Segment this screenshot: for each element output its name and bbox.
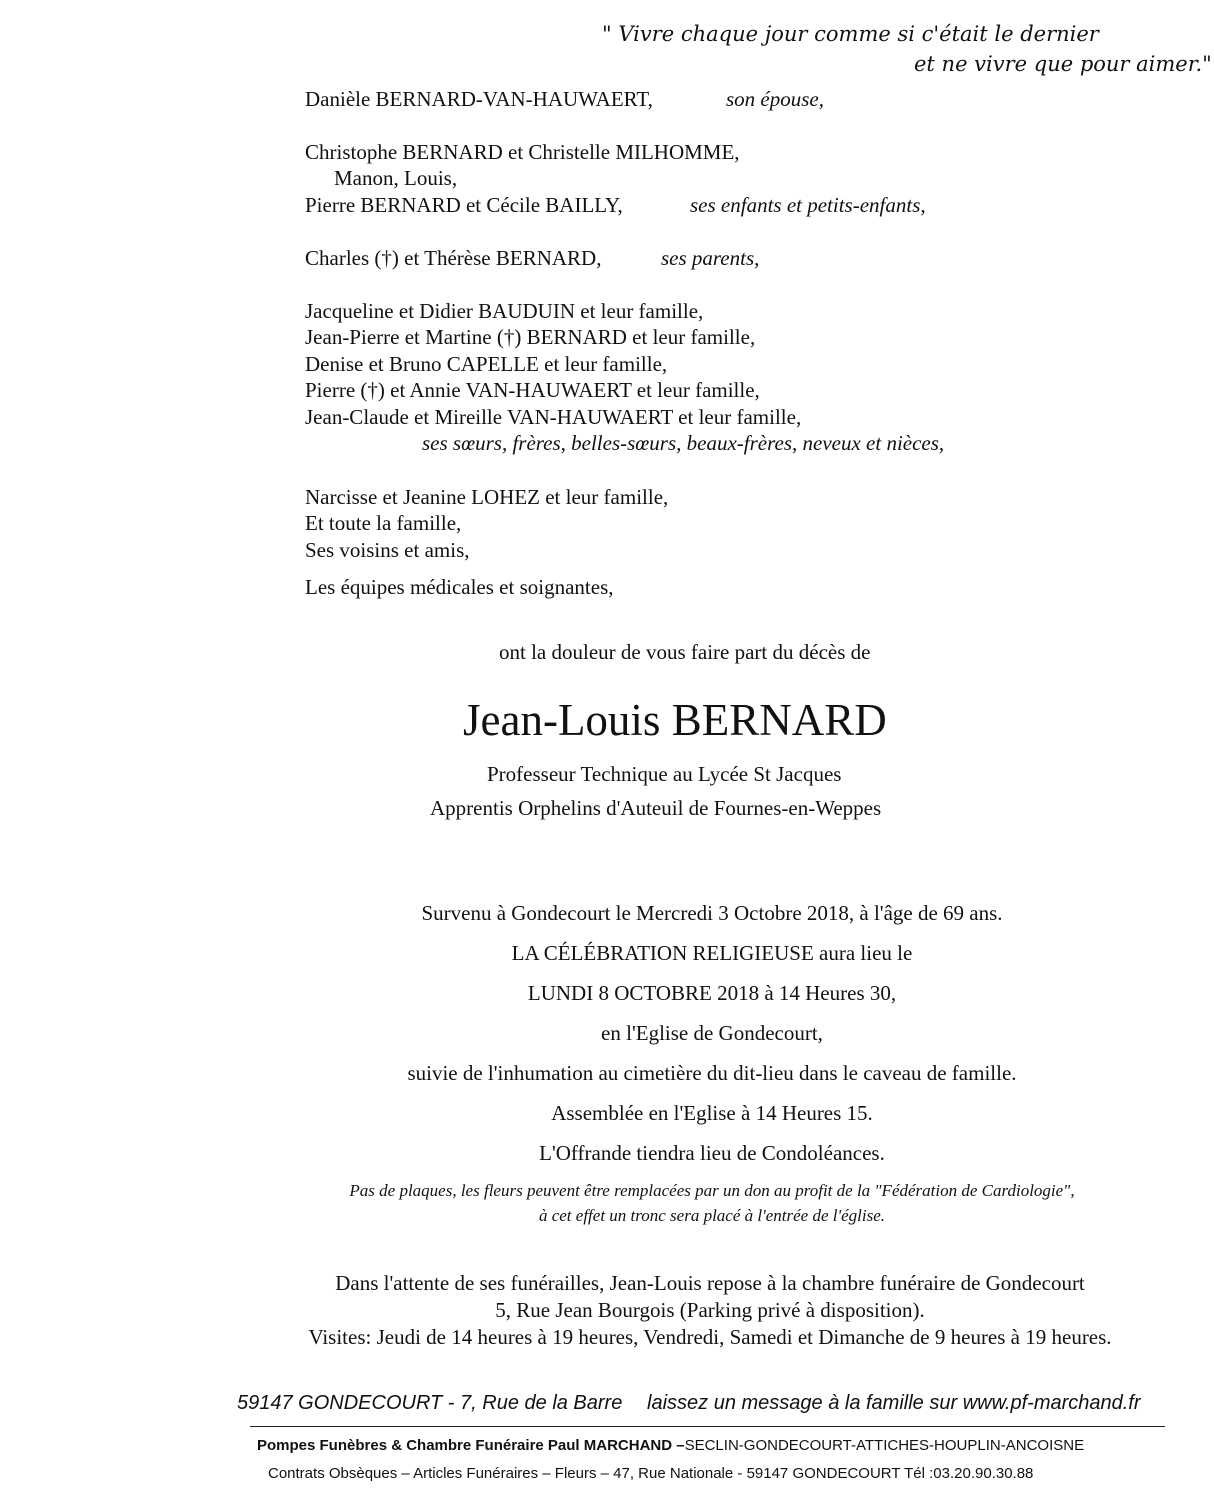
deceased-title-1: Professeur Technique au Lycée St Jacques: [487, 762, 842, 786]
footer-address: 59147 GONDECOURT - 7, Rue de la Barre: [237, 1392, 623, 1414]
ceremony-line: L'Offrande tiendra lieu de Condoléances.: [539, 1141, 885, 1165]
footer-company: [257, 1436, 1084, 1456]
children-line-1: Christophe BERNARD et Christelle MILHOMME,: [305, 140, 740, 164]
ceremony-line: en l'Eglise de Gondecourt,: [601, 1021, 823, 1045]
sibling-line: Denise et Bruno CAPELLE et leur famille,: [305, 352, 668, 376]
footer-message: laissez un message à la famille sur www.pf-marchand.fr: [647, 1392, 1141, 1414]
sibling-line: Jean-Pierre et Martine (†) BERNARD et leur famille,: [305, 325, 756, 349]
flowers-note-2: à cet effet un tronc sera placé à l'entrée de l'église.: [538, 1206, 886, 1225]
others-line: Narcisse et Jeanine LOHEZ et leur famille,: [305, 485, 669, 509]
spouse-relation: son épouse,: [726, 87, 824, 111]
ceremony-line: LUNDI 8 OCTOBRE 2018 à 14 Heures 30,: [527, 981, 897, 1005]
children-line-3: Pierre BERNARD et Cécile BAILLY,: [305, 193, 623, 217]
medical-teams: Les équipes médicales et soignantes,: [305, 575, 614, 599]
flowers-note-1: Pas de plaques, les fleurs peuvent être remplacées par un don au profit de la "Fédération de Cardiologie",: [349, 1181, 1075, 1200]
sibling-line: Jacqueline et Didier BAUDUIN et leur famille,: [305, 299, 704, 323]
others-line: Ses voisins et amis,: [305, 538, 470, 562]
ceremony-line: suivie de l'inhumation au cimetière du dit-lieu dans le caveau de famille.: [407, 1061, 1017, 1085]
epigraph-line-2: et ne vivre que pour aimer.": [914, 52, 1212, 76]
siblings-relation: ses sœurs, frères, belles-sœurs, beaux-frères, neveux et nièces,: [422, 431, 945, 455]
footer-company-name: Pompes Funèbres & Chambre Funéraire Paul MARCHAND –: [257, 1437, 685, 1454]
sibling-line: Jean-Claude et Mireille VAN-HAUWAERT et leur famille,: [305, 405, 802, 429]
others-line: Et toute la famille,: [305, 511, 462, 535]
parents-relation: ses parents,: [661, 246, 760, 270]
sibling-line: Pierre (†) et Annie VAN-HAUWAERT et leur famille,: [305, 378, 760, 402]
ceremony-line: Survenu à Gondecourt le Mercredi 3 Octobre 2018, à l'âge de 69 ans.: [421, 901, 1003, 925]
footer-divider: [250, 1426, 1165, 1427]
announcement: ont la douleur de vous faire part du décès de: [499, 640, 871, 664]
footer-company-towns: SECLIN-GONDECOURT-ATTICHES-HOUPLIN-ANCOISNE: [684, 1437, 1085, 1454]
parents-name: Charles (†) et Thérèse BERNARD,: [305, 246, 602, 270]
visits-line-2: 5, Rue Jean Bourgois (Parking privé à disposition).: [495, 1298, 925, 1322]
spouse-name: Danièle BERNARD-VAN-HAUWAERT,: [305, 87, 653, 111]
footer-services: Contrats Obsèques – Articles Funéraires – Fleurs – 47, Rue Nationale - 59147 GONDECOURT Tél :03.20.90.30.88: [268, 1465, 1034, 1482]
visits-line-3: Visites: Jeudi de 14 heures à 19 heures, Vendredi, Samedi et Dimanche de 9 heures à 19 heures.: [308, 1325, 1112, 1349]
epigraph-line-1: " Vivre chaque jour comme si c'était le dernier: [602, 22, 1099, 46]
ceremony-line: Assemblée en l'Eglise à 14 Heures 15.: [551, 1101, 873, 1125]
children-relation: ses enfants et petits-enfants,: [690, 193, 926, 217]
deceased-title-2: Apprentis Orphelins d'Auteuil de Fournes-en-Weppes: [430, 796, 882, 820]
deceased-name: Jean-Louis BERNARD: [463, 695, 887, 745]
ceremony-line: LA CÉLÉBRATION RELIGIEUSE aura lieu le: [511, 941, 913, 965]
children-line-2: Manon, Louis,: [334, 166, 458, 190]
visits-line-1: Dans l'attente de ses funérailles, Jean-Louis repose à la chambre funéraire de Gondecourt: [335, 1271, 1085, 1295]
